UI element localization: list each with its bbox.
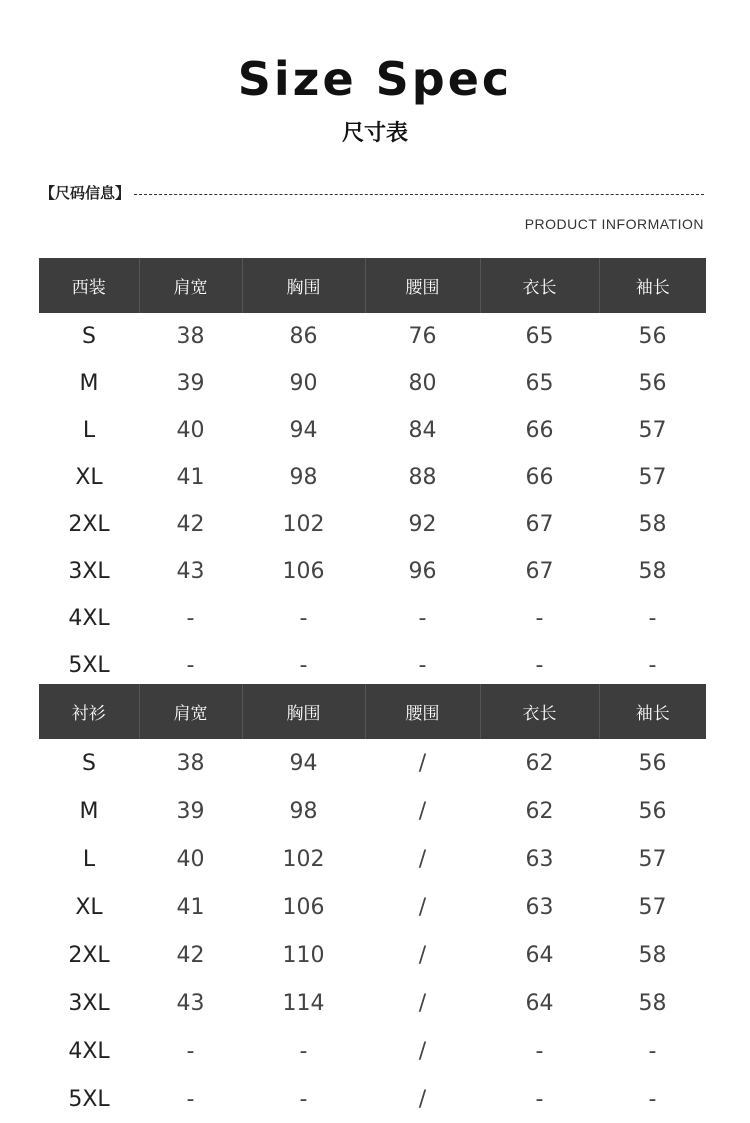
measurement-cell: 64 — [525, 942, 554, 968]
shirt-size-table — [39, 684, 706, 1123]
measurement-cell: 42 — [176, 942, 205, 968]
measurement-cell: 86 — [289, 324, 318, 349]
measurement-cell: 88 — [408, 465, 437, 490]
table-row — [39, 787, 706, 835]
measurement-cell: 57 — [638, 846, 667, 872]
table-row — [39, 313, 706, 360]
measurement-cell: 106 — [282, 559, 325, 584]
measurement-cell: 40 — [176, 418, 205, 443]
measurement-cell: 66 — [525, 418, 554, 443]
measurement-cell: 114 — [282, 990, 325, 1016]
measurement-cell: 62 — [525, 798, 554, 824]
table-header-row — [39, 258, 706, 313]
measurement-cell: 56 — [638, 324, 667, 349]
measurement-cell: 98 — [289, 465, 318, 490]
table-row — [39, 454, 706, 501]
table-row — [39, 642, 706, 689]
size-cell: L — [82, 418, 96, 443]
measurement-cell: 65 — [525, 371, 554, 396]
measurement-cell: 92 — [408, 512, 437, 537]
measurement-cell: / — [418, 942, 427, 968]
measurement-cell: 67 — [525, 559, 554, 584]
measurement-cell: 80 — [408, 371, 437, 396]
table-header-row — [39, 684, 706, 739]
measurement-cell: 94 — [289, 750, 318, 776]
size-cell: 5XL — [68, 1086, 110, 1112]
table-row — [39, 979, 706, 1027]
column-header: 衬衫 — [39, 684, 139, 739]
measurement-cell: - — [535, 653, 544, 678]
table-row — [39, 407, 706, 454]
measurement-cell: 63 — [525, 894, 554, 920]
column-header: 袖长 — [599, 258, 706, 313]
measurement-cell: / — [418, 846, 427, 872]
table-row — [39, 835, 706, 883]
measurement-cell: 58 — [638, 990, 667, 1016]
measurement-cell: 38 — [176, 324, 205, 349]
measurement-cell: 41 — [176, 894, 205, 920]
size-cell: M — [79, 371, 99, 396]
size-cell: 4XL — [68, 606, 110, 631]
measurement-cell: 43 — [176, 990, 205, 1016]
measurement-cell: - — [186, 653, 195, 678]
measurement-cell: 66 — [525, 465, 554, 490]
measurement-cell: 96 — [408, 559, 437, 584]
measurement-cell: 102 — [282, 846, 325, 872]
page-title: Size Spec — [237, 52, 513, 106]
measurement-cell: 57 — [638, 418, 667, 443]
measurement-cell: / — [418, 798, 427, 824]
table-row — [39, 501, 706, 548]
measurement-cell: - — [648, 606, 657, 631]
measurement-cell: 106 — [282, 894, 325, 920]
size-cell: L — [82, 846, 96, 872]
measurement-cell: - — [535, 606, 544, 631]
measurement-cell: 94 — [289, 418, 318, 443]
measurement-cell: - — [418, 606, 427, 631]
measurement-cell: - — [299, 1086, 308, 1112]
measurement-cell: - — [648, 653, 657, 678]
column-header: 肩宽 — [139, 684, 242, 739]
table-row — [39, 883, 706, 931]
column-header: 袖长 — [599, 684, 706, 739]
measurement-cell: 64 — [525, 990, 554, 1016]
column-header: 西装 — [39, 258, 139, 313]
measurement-cell: 57 — [638, 894, 667, 920]
size-cell: 3XL — [68, 990, 110, 1016]
measurement-cell: / — [418, 990, 427, 1016]
measurement-cell: 102 — [282, 512, 325, 537]
measurement-cell: 63 — [525, 846, 554, 872]
page-subtitle: 尺寸表 — [341, 121, 408, 146]
dashed-divider — [134, 194, 704, 195]
column-header: 腰围 — [365, 258, 480, 313]
size-info-header — [40, 180, 704, 204]
measurement-cell: 90 — [289, 371, 318, 396]
measurement-cell: - — [535, 1038, 544, 1064]
size-cell: 4XL — [68, 1038, 110, 1064]
measurement-cell: - — [418, 653, 427, 678]
measurement-cell: - — [299, 1038, 308, 1064]
table-row — [39, 739, 706, 787]
column-header: 胸围 — [242, 258, 365, 313]
measurement-cell: 56 — [638, 798, 667, 824]
size-cell: 2XL — [68, 512, 110, 537]
measurement-cell: / — [418, 894, 427, 920]
measurement-cell: 76 — [408, 324, 437, 349]
measurement-cell: 58 — [638, 512, 667, 537]
measurement-cell: 98 — [289, 798, 318, 824]
measurement-cell: 58 — [638, 942, 667, 968]
measurement-cell: - — [186, 1038, 195, 1064]
product-information-label: PRODUCT INFORMATION — [524, 216, 704, 232]
measurement-cell: - — [299, 653, 308, 678]
measurement-cell: 43 — [176, 559, 205, 584]
measurement-cell: - — [535, 1086, 544, 1112]
measurement-cell: 110 — [282, 942, 325, 968]
measurement-cell: 40 — [176, 846, 205, 872]
measurement-cell: 38 — [176, 750, 205, 776]
measurement-cell: - — [186, 606, 195, 631]
measurement-cell: - — [186, 1086, 195, 1112]
measurement-cell: 57 — [638, 465, 667, 490]
measurement-cell: / — [418, 1038, 427, 1064]
measurement-cell: 62 — [525, 750, 554, 776]
measurement-cell: 84 — [408, 418, 437, 443]
measurement-cell: - — [648, 1038, 657, 1064]
size-cell: 5XL — [68, 653, 110, 678]
column-header: 衣长 — [480, 684, 599, 739]
size-cell: XL — [75, 465, 103, 490]
table-row — [39, 548, 706, 595]
measurement-cell: 42 — [176, 512, 205, 537]
measurement-cell: 65 — [525, 324, 554, 349]
size-cell: S — [82, 750, 96, 776]
measurement-cell: 39 — [176, 371, 205, 396]
size-cell: XL — [75, 894, 103, 920]
size-cell: 2XL — [68, 942, 110, 968]
measurement-cell: 58 — [638, 559, 667, 584]
size-cell: 3XL — [68, 559, 110, 584]
suit-size-table — [39, 258, 706, 689]
column-header: 胸围 — [242, 684, 365, 739]
measurement-cell: - — [299, 606, 308, 631]
measurement-cell: 39 — [176, 798, 205, 824]
size-info-label: 【尺码信息】 — [40, 183, 131, 202]
table-row — [39, 1027, 706, 1075]
table-row — [39, 931, 706, 979]
measurement-cell: 41 — [176, 465, 205, 490]
column-header: 腰围 — [365, 684, 480, 739]
column-header: 衣长 — [480, 258, 599, 313]
measurement-cell: / — [418, 750, 427, 776]
measurement-cell: 56 — [638, 371, 667, 396]
size-cell: S — [82, 324, 96, 349]
measurement-cell: 67 — [525, 512, 554, 537]
measurement-cell: 56 — [638, 750, 667, 776]
table-row — [39, 595, 706, 642]
measurement-cell: / — [418, 1086, 427, 1112]
table-row — [39, 1075, 706, 1123]
size-cell: M — [79, 798, 99, 824]
column-header: 肩宽 — [139, 258, 242, 313]
table-row — [39, 360, 706, 407]
measurement-cell: - — [648, 1086, 657, 1112]
